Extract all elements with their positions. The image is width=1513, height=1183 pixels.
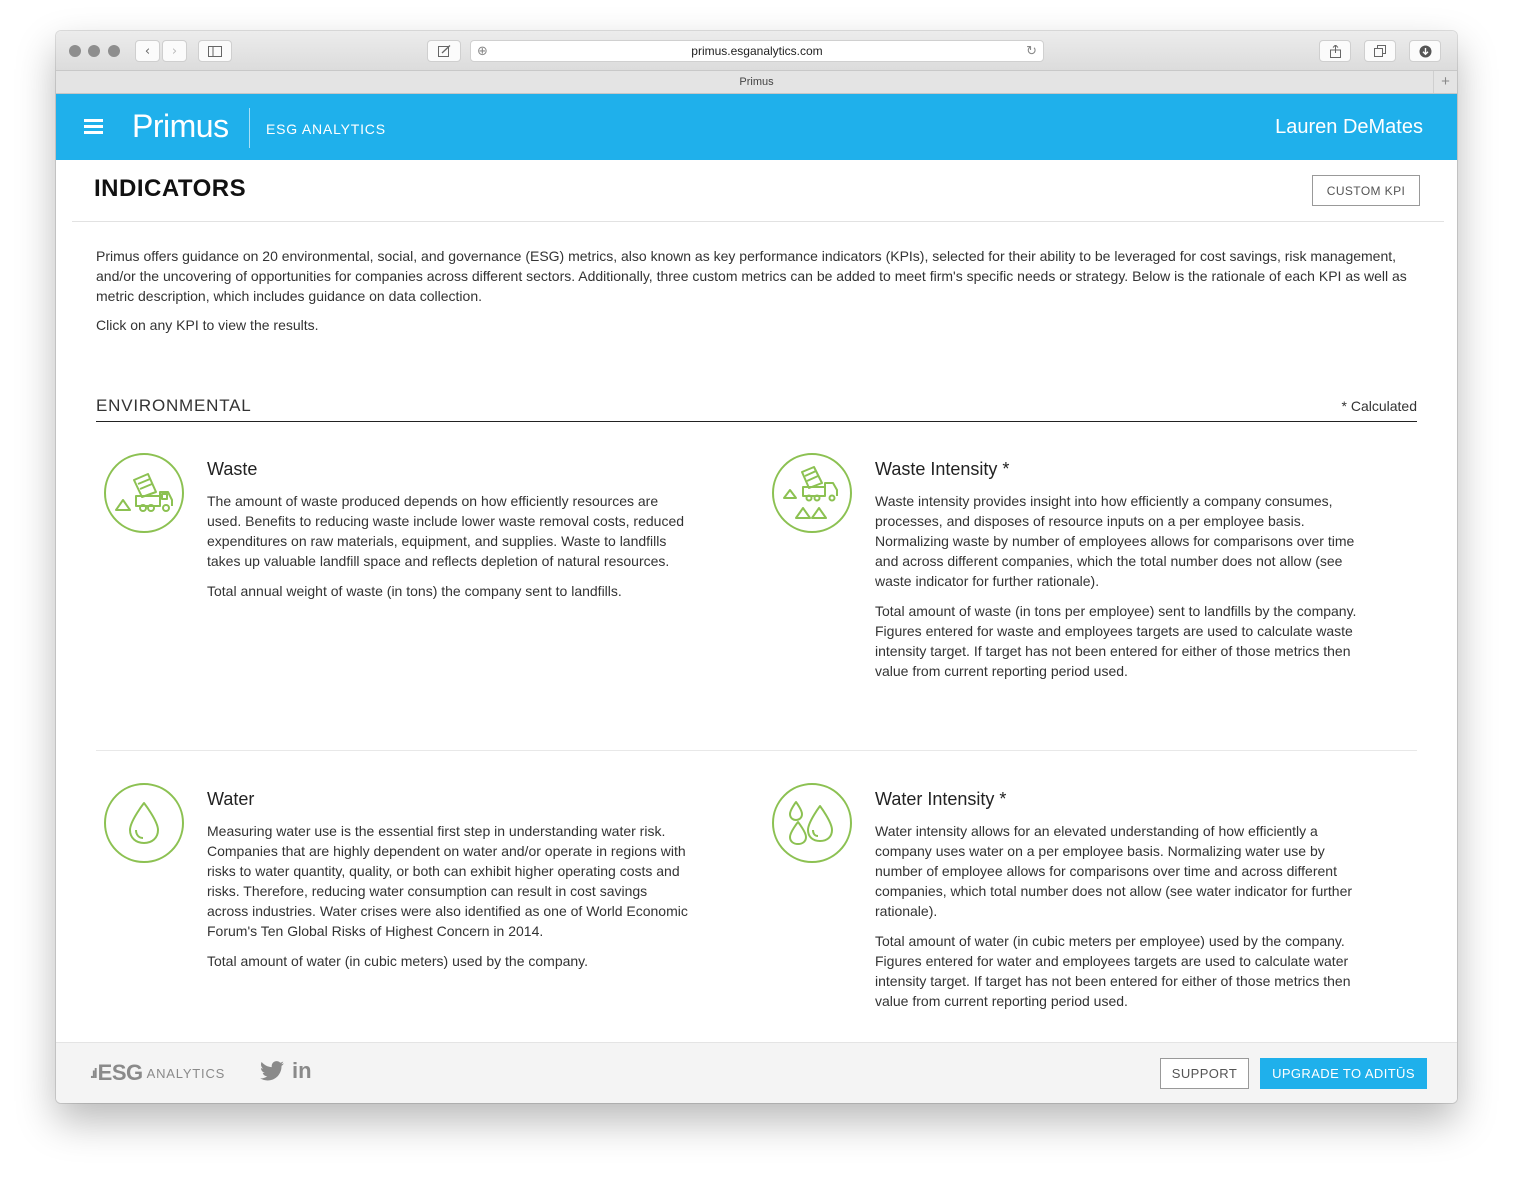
kpi-rationale: The amount of waste produced depends on how efficiently resources are used. Benefits to reducing waste include lower waste removal costs, reduced expenditures on raw materials, equipment, and supplies. Waste to landfills takes up valuable landfill space and reflects depletion of natural resources. [207, 493, 685, 569]
chevron-left-icon: ‹ [144, 43, 151, 59]
kpi-description [875, 821, 1360, 1021]
kpi-rationale: Waste intensity provides insight into how efficiently a company consumes, processes, and disposes of resource inputs on a per employee basis. Normalizing waste by number of employees allows for comparisons over time and across different companies, which the total number does not allow (see waste indicator for further rationale). [875, 493, 1355, 589]
kpi-rationale: Water intensity allows for an elevated understanding of how efficiently a company uses water on a per employee basis. Normalizing water use by number of employee allows for comparisons over time and across different companies, which total number does not allow (see water indicator for further rationale). [875, 823, 1353, 919]
close-window-button[interactable] [69, 45, 81, 57]
section-divider [96, 421, 1417, 422]
kpi-waste[interactable] [104, 453, 704, 703]
dump-truck-piles-icon [772, 453, 852, 533]
download-icon [1419, 45, 1432, 58]
app-header [56, 94, 1457, 160]
kpi-title[interactable]: Waste [207, 459, 258, 479]
kpi-metric: Total amount of water (in cubic meters per employee) used by the company. Figures entered for water and employees targets are used to calculate water intensity target. If target has not been entered for either of those metrics then value from current reporting period used. [875, 933, 1351, 1009]
twitter-icon[interactable] [260, 1061, 284, 1081]
logo-esg-text: ESG [97, 1060, 143, 1085]
click-hint-text: Click on any KPI to view the results. [96, 317, 319, 333]
kpi-water-intensity[interactable] [772, 783, 1372, 1042]
kpi-title[interactable]: Water Intensity * [875, 789, 1007, 809]
forward-button[interactable] [162, 40, 187, 62]
menu-icon[interactable] [84, 119, 103, 134]
tabs-icon [1374, 45, 1386, 57]
page-title: INDICATORS [94, 175, 247, 202]
row-divider [96, 750, 1417, 751]
browser-window [56, 31, 1457, 1103]
tab-primus[interactable]: Primus [739, 76, 774, 88]
chevron-right-icon: › [171, 43, 178, 59]
water-drop-icon [104, 783, 184, 863]
sidebar-button[interactable] [198, 40, 232, 62]
brand-subtitle: ESG ANALYTICS [266, 121, 386, 137]
esg-analytics-logo[interactable] [90, 1060, 225, 1086]
tab-bar [56, 71, 1457, 94]
brand-logo[interactable]: Primus [132, 108, 229, 144]
kpi-description [207, 491, 692, 611]
custom-kpi-button[interactable]: CUSTOM KPI [1312, 175, 1420, 206]
kpi-title[interactable]: Water [207, 789, 255, 809]
kpi-title[interactable]: Waste Intensity * [875, 459, 1010, 479]
linkedin-icon[interactable]: in [292, 1058, 312, 1083]
user-name[interactable]: Lauren DeMates [1275, 116, 1423, 138]
kpi-metric: Total amount of waste (in tons per employee) sent to landfills by the company. Figures entered for waste and employees targets are used to calculate waste intensity target. If target has not been entered for either of those metrics then value from current reporting period used. [875, 603, 1357, 679]
dump-truck-icon [104, 453, 184, 533]
kpi-waste-intensity[interactable] [772, 453, 1372, 733]
kpi-description [207, 821, 692, 981]
water-drops-icon [772, 783, 852, 863]
reload-icon[interactable]: ↻ [1026, 43, 1037, 58]
kpi-description [875, 491, 1360, 691]
reader-button[interactable] [427, 40, 461, 62]
sidebar-icon [208, 46, 222, 57]
url-text: primus.esganalytics.com [691, 44, 823, 58]
minimize-window-button[interactable] [88, 45, 100, 57]
address-bar[interactable] [470, 40, 1044, 62]
social-links [260, 1058, 312, 1084]
main-content [56, 160, 1457, 1042]
zoom-window-button[interactable] [108, 45, 120, 57]
logo-bars-icon: .ıl [90, 1065, 96, 1081]
compose-icon [438, 45, 451, 58]
upgrade-button[interactable]: UPGRADE TO ADITŪS [1260, 1058, 1427, 1089]
new-tab-button[interactable]: + [1433, 71, 1457, 93]
divider [72, 221, 1444, 222]
kpi-metric: Total annual weight of waste (in tons) the company sent to landfills. [207, 583, 622, 599]
section-title-environmental: ENVIRONMENTAL [96, 396, 252, 415]
brand-divider [249, 108, 250, 148]
intro-text: Primus offers guidance on 20 environmental, social, and governance (ESG) metrics, also known as key performance indicators (KPIs), selected for their ability to be leveraged for cost savings, risk management, and/or the uncovering of opportunities for companies across different sectors. Additionally, three custom metrics can be added to meet firm's specific needs or strategy. Below is the rationale of each KPI as well as metric description, which includes guidance on data collection. [96, 248, 1407, 304]
calculated-note: * Calculated [1341, 398, 1417, 414]
add-bookmark-icon[interactable]: ⊕ [477, 43, 488, 58]
support-button[interactable]: SUPPORT [1160, 1058, 1249, 1089]
footer [56, 1042, 1457, 1103]
share-icon [1330, 45, 1341, 58]
kpi-rationale: Measuring water use is the essential first step in understanding water risk. Companies that are highly dependent on water and/or operate in regions with risks to water quantity, quality, or both can exhibit higher operating costs and risks. Therefore, reducing water consumption can result in cost savings across industries. Water crises were also identified as one of World Economic Forum's Ten Global Risks of Highest Concern in 2014. [207, 823, 688, 939]
share-button[interactable] [1319, 40, 1351, 62]
back-button[interactable] [135, 40, 160, 62]
tabs-overview-button[interactable] [1364, 40, 1396, 62]
downloads-button[interactable] [1409, 40, 1441, 62]
kpi-metric: Total amount of water (in cubic meters) used by the company. [207, 953, 589, 969]
browser-toolbar [56, 31, 1457, 71]
kpi-water[interactable] [104, 783, 704, 1042]
logo-analytics-text: ANALYTICS [146, 1065, 226, 1081]
